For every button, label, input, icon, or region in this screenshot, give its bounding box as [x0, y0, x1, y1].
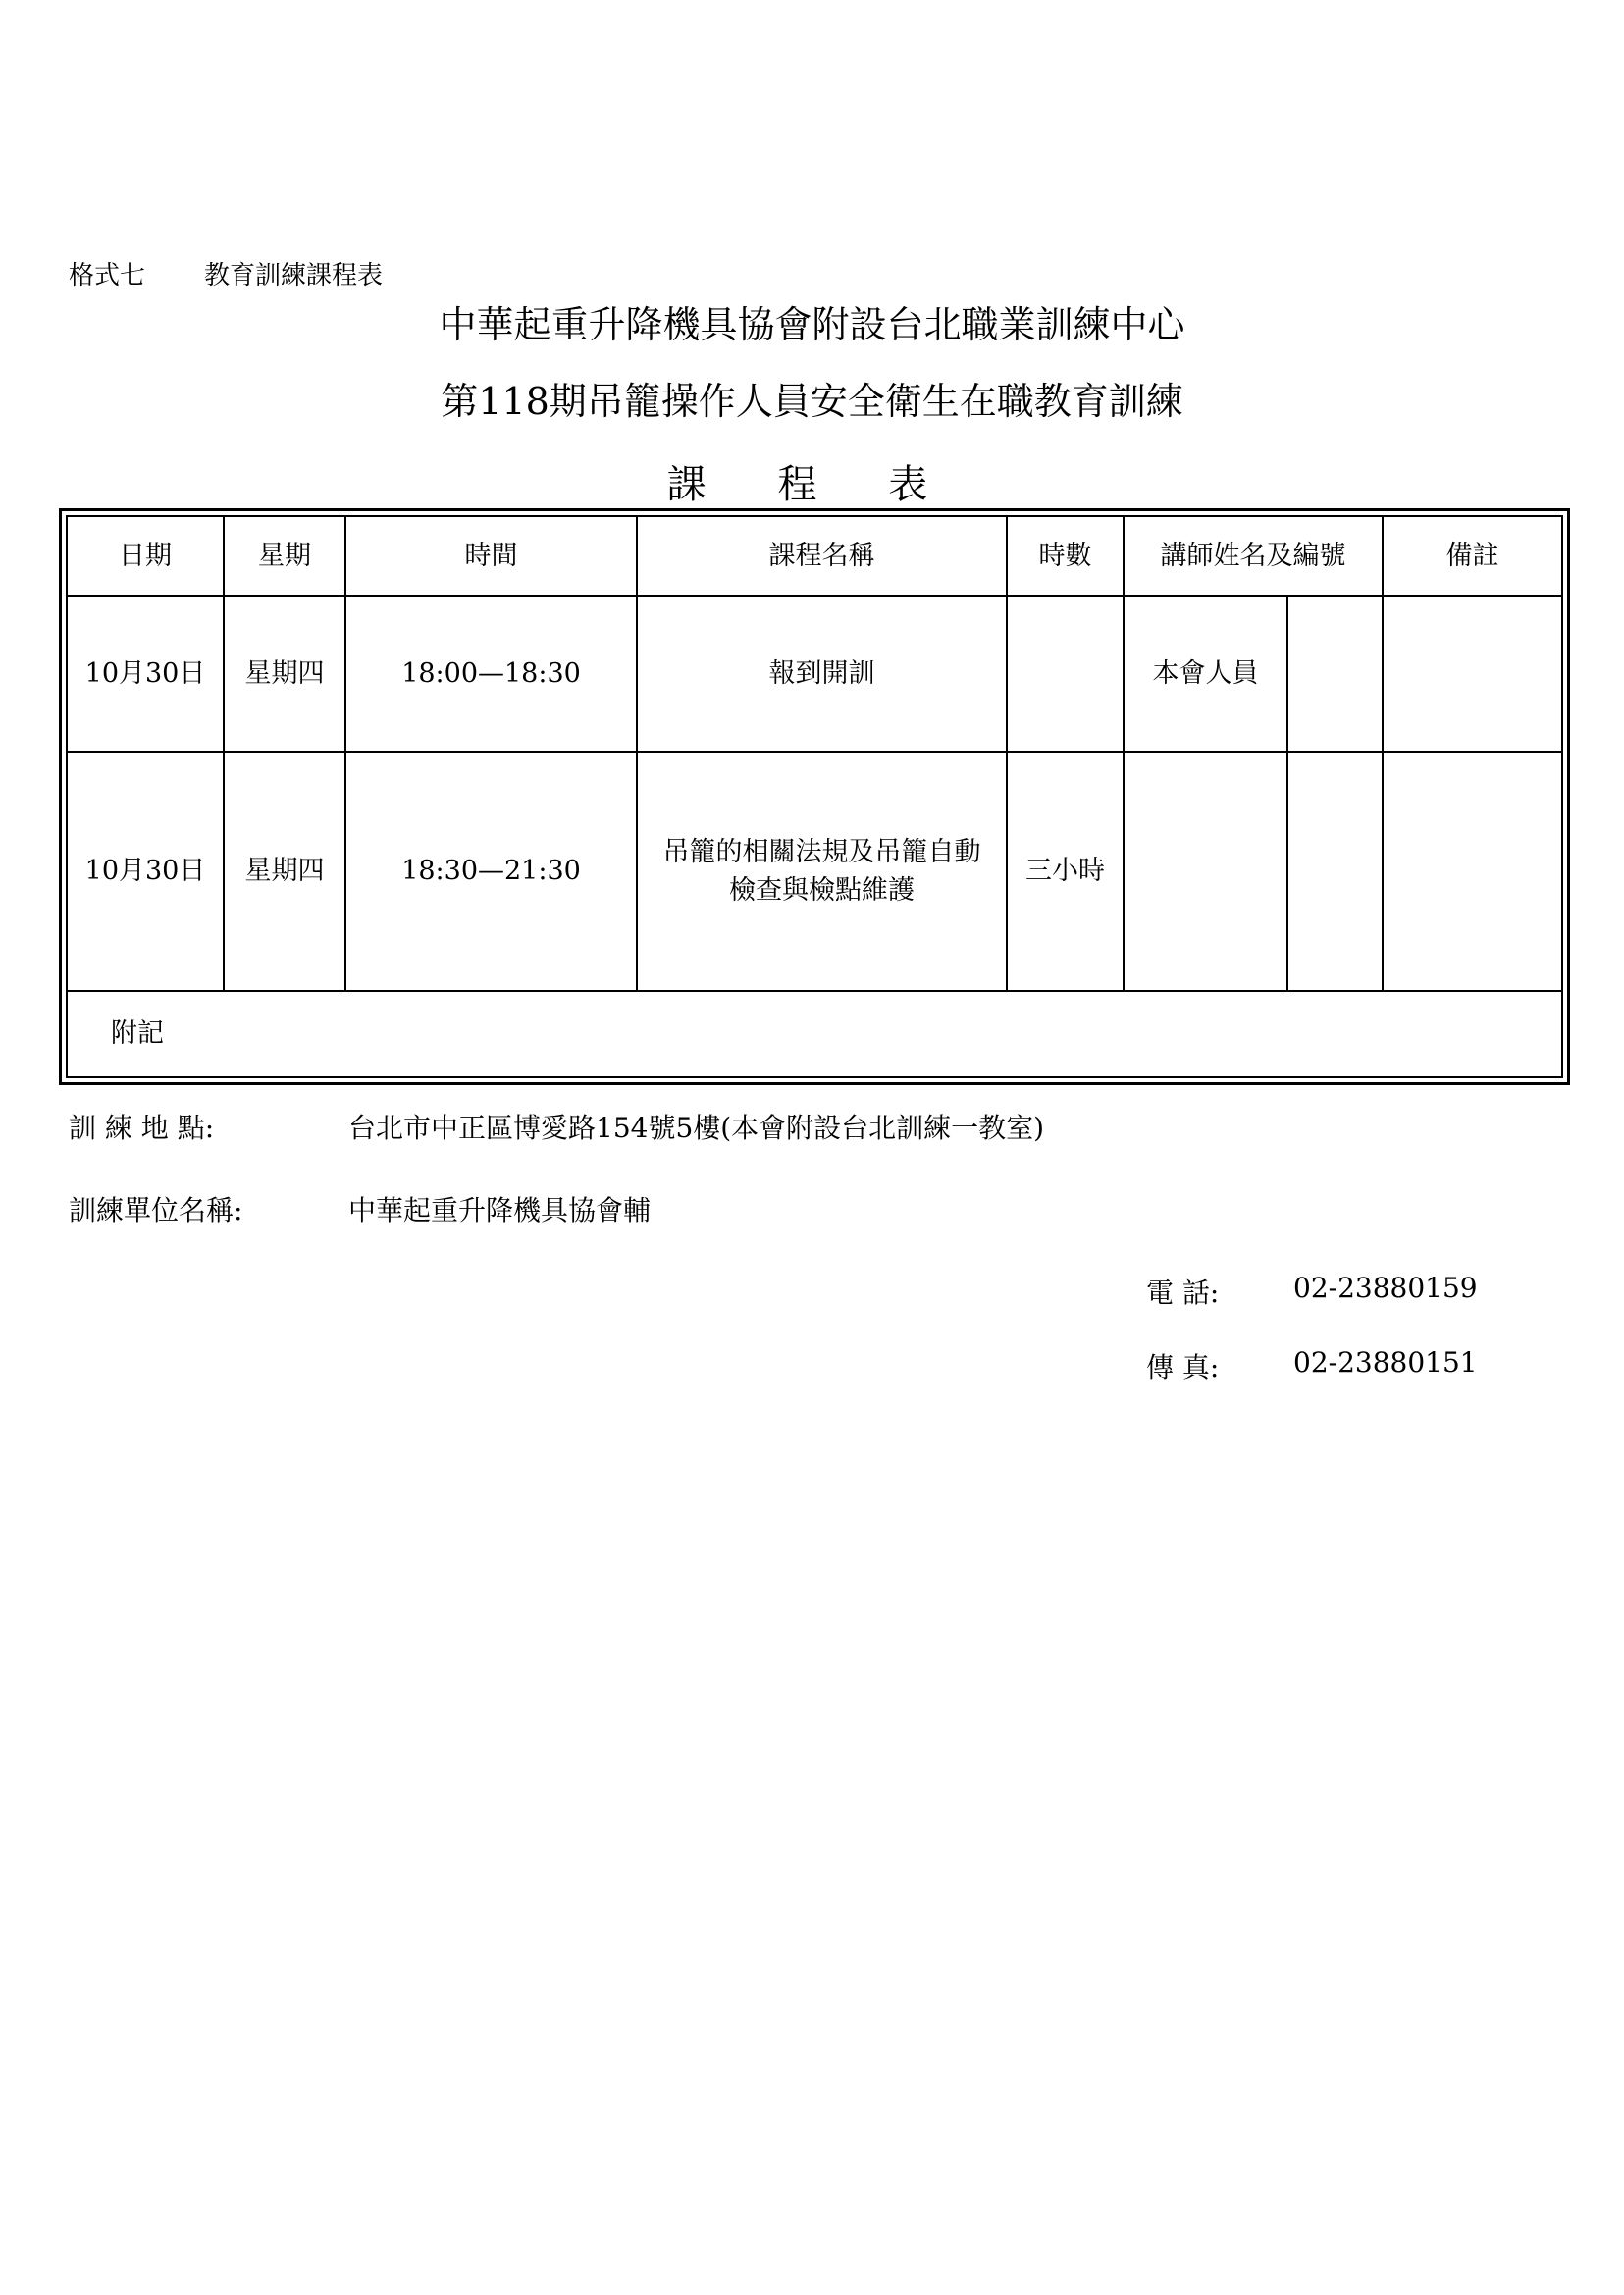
course-schedule-table — [59, 508, 1570, 1085]
row2-divider — [66, 990, 1563, 992]
row1-instructor: 本會人員 — [1152, 657, 1259, 689]
course-title: 第118期吊籠操作人員安全衛生在職教育訓練 — [441, 380, 1183, 423]
form-format-label — [69, 255, 383, 291]
header-time: 時間 — [464, 540, 518, 571]
phone-value: 02-23880159 — [1293, 1272, 1478, 1304]
header-weekday: 星期 — [258, 540, 311, 571]
unit-value: 中華起重升降機具協會輔 — [348, 1194, 652, 1226]
form-name: 教育訓練課程表 — [204, 261, 384, 290]
header-course-name: 課程名稱 — [768, 540, 875, 571]
header-date: 日期 — [119, 540, 172, 571]
header-hours: 時數 — [1038, 540, 1092, 571]
location-label: 訓 練 地 點: — [69, 1112, 215, 1144]
row2-course: 吊籠的相關法規及吊籠自動檢查與檢點維護 — [662, 836, 981, 906]
fax-value: 02-23880151 — [1293, 1346, 1478, 1379]
row2-weekday: 星期四 — [244, 856, 325, 887]
row1-instructor-no — [1288, 597, 1382, 751]
row2-date: 10月30日 — [84, 856, 206, 887]
row1-hours — [1008, 597, 1123, 751]
organization-title: 中華起重升降機具協會附設台北職業訓練中心 — [439, 303, 1185, 346]
header-remark: 備註 — [1445, 540, 1499, 571]
row2-instructor-no — [1288, 753, 1382, 990]
row2-time: 18:30—21:30 — [401, 856, 581, 887]
unit-label: 訓練單位名稱: — [69, 1194, 243, 1226]
row1-course: 報到開訓 — [768, 657, 875, 689]
row2-instructor — [1125, 753, 1286, 990]
note-label: 附記 — [111, 1018, 164, 1050]
location-value: 台北市中正區博愛路154號5樓(本會附設台北訓練一教室) — [348, 1112, 1045, 1144]
fax-label: 傳 真: — [1146, 1351, 1220, 1383]
row2-remark — [1384, 753, 1561, 990]
table-title: 課 程 表 — [666, 462, 958, 507]
row2-hours: 三小時 — [1025, 856, 1105, 887]
row1-weekday: 星期四 — [244, 657, 325, 689]
row1-remark — [1384, 597, 1561, 751]
header-instructor: 講師姓名及編號 — [1160, 540, 1346, 571]
row1-time: 18:00—18:30 — [401, 657, 581, 689]
format-number: 格式七 — [69, 261, 146, 290]
row1-date: 10月30日 — [84, 657, 206, 689]
phone-label: 電 話: — [1146, 1277, 1220, 1309]
